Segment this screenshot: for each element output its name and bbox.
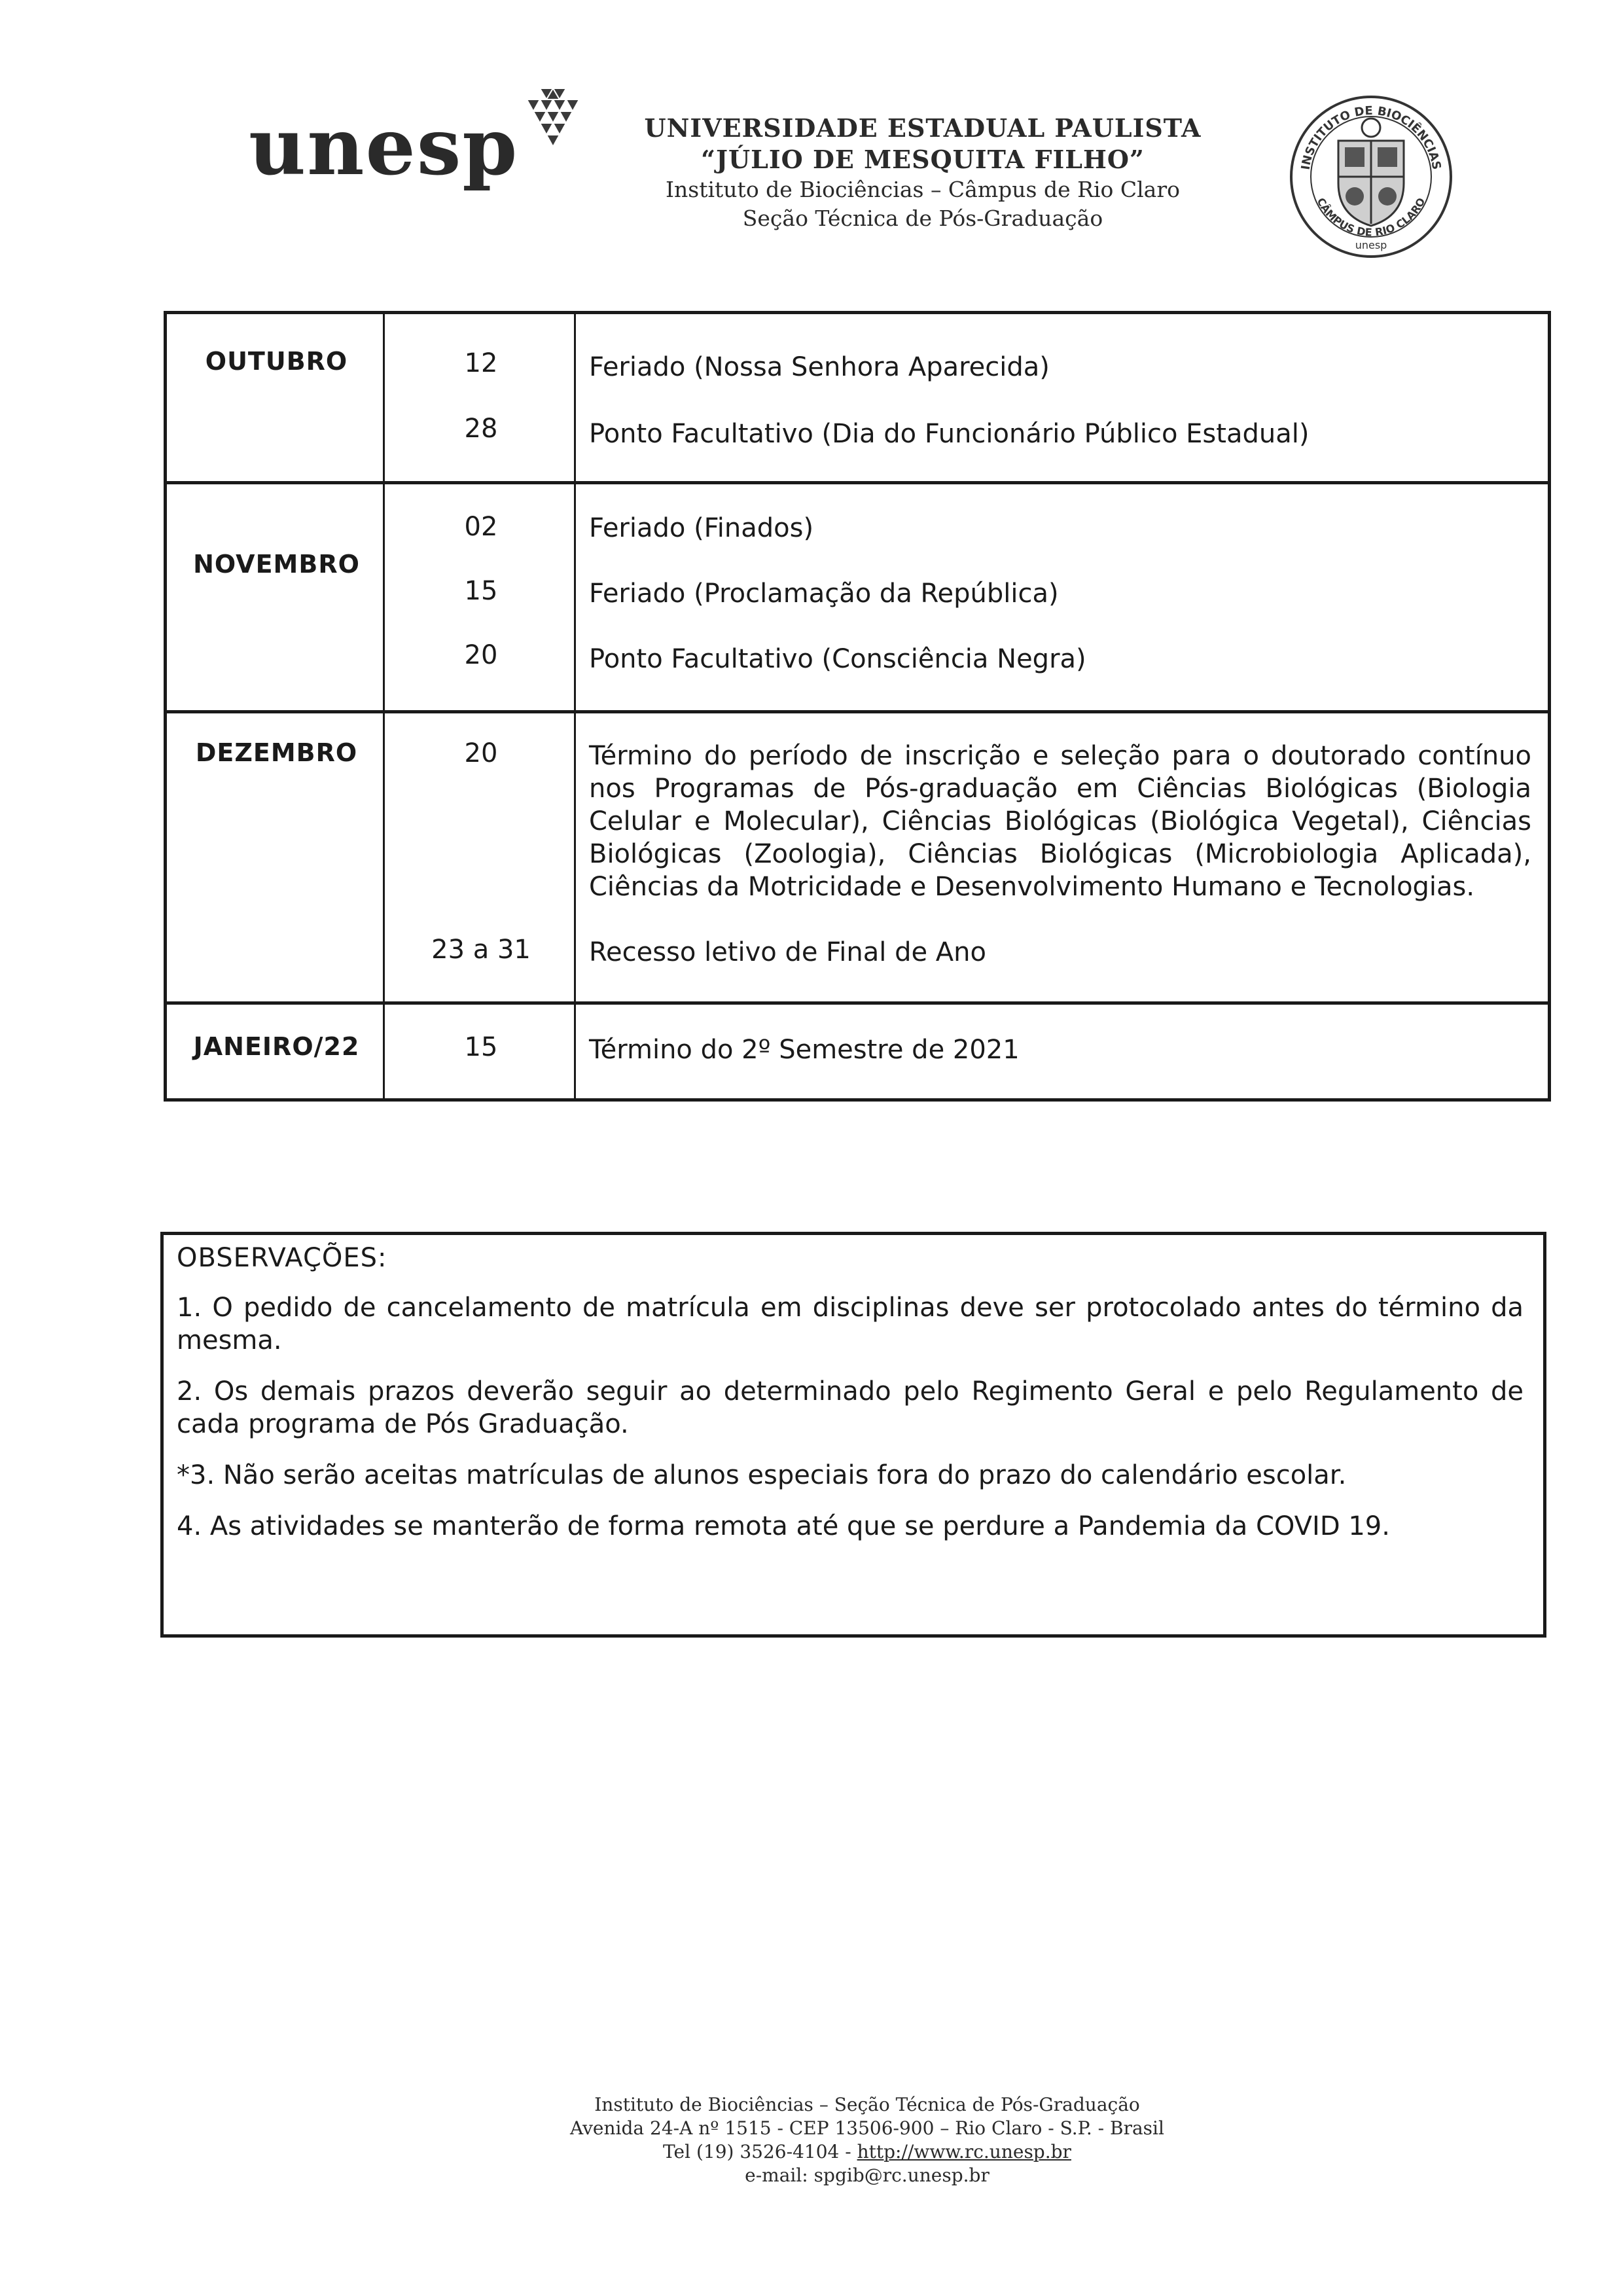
observation-item: 4. As atividades se manterão de forma remota até que se perdure a Pandemia da COVID 19. <box>177 1511 1390 1541</box>
footer-address: Avenida 24-A nº 1515 - CEP 13506-900 – Rio Claro - S.P. - Brasil <box>570 2117 1164 2139</box>
institute-seal-icon <box>1283 85 1459 268</box>
calendar-table <box>164 311 1551 1102</box>
event-description: Término do período de inscrição e seleção para o doutorado contínuo nos Programas de Pós-graduação em Ciências Biológicas (Biologia Celular e Molecular), Ciências Biológicas (Biológica Vegetal), Ciências Biológicas (Zoologia), Ciências Biológicas (Microbiologia Aplicada), Ciências da Motricidade e Desenvolvimento Humano e Tecnologias. <box>589 741 1531 902</box>
footer-institute: Instituto de Biociências – Seção Técnica de Pós-Graduação <box>594 2094 1140 2115</box>
event-day: 12 <box>464 348 498 378</box>
event-day: 28 <box>464 414 498 444</box>
month-label: NOVEMBRO <box>193 550 360 579</box>
event-day: 23 a 31 <box>431 935 531 965</box>
observations-box <box>160 1232 1546 1638</box>
unesp-triangle-logo-icon <box>517 85 589 151</box>
event-description: Término do 2º Semestre de 2021 <box>589 1035 1020 1065</box>
event-description: Ponto Facultativo (Consciência Negra) <box>589 644 1086 674</box>
event-description: Recesso letivo de Final de Ano <box>589 937 986 967</box>
footer-phone: Tel (19) 3526-4104 - <box>663 2141 857 2162</box>
footer-website-link[interactable]: http://www.rc.unesp.br <box>857 2141 1071 2162</box>
observation-item: 2. Os demais prazos deverão seguir ao determinado pelo Regimento Geral e pelo Regulamento de cada programa de Pós Graduação. <box>177 1376 1524 1439</box>
footer-contact <box>484 2140 1250 2164</box>
event-description: Feriado (Finados) <box>589 513 814 543</box>
seal-top-text: INSTITUTO DE BIOCIÊNCIAS <box>1298 103 1444 171</box>
month-label: OUTUBRO <box>205 347 348 376</box>
observations-title: OBSERVAÇÕES: <box>177 1243 387 1273</box>
month-row-novembro <box>167 481 1548 710</box>
observation-item: 1. O pedido de cancelamento de matrícula em disciplinas deve ser protocolado antes do término da mesma. <box>177 1293 1524 1355</box>
event-day: 20 <box>464 640 498 670</box>
institute-name: Instituto de Biociências – Câmpus de Rio Claro <box>666 177 1180 202</box>
unesp-logo-text: unesp <box>249 101 519 193</box>
event-day: 20 <box>464 738 498 768</box>
event-day: 15 <box>464 1032 498 1062</box>
seal-brand-text: unesp <box>1355 239 1387 251</box>
seal-bottom-text: CÂMPUS DE RIO CLARO <box>1314 196 1428 239</box>
university-name: UNIVERSIDADE ESTADUAL PAULISTA <box>644 113 1202 143</box>
month-row-dezembro <box>167 710 1548 1001</box>
event-description: Feriado (Proclamação da República) <box>589 579 1059 609</box>
event-day: 02 <box>464 512 498 542</box>
footer-email: e-mail: spgib@rc.unesp.br <box>745 2164 990 2186</box>
month-row-outubro <box>167 314 1548 481</box>
section-name: Seção Técnica de Pós-Graduação <box>742 206 1103 231</box>
event-description: Ponto Facultativo (Dia do Funcionário Público Estadual) <box>589 419 1310 449</box>
institution-header <box>628 113 1217 233</box>
month-row-janeiro <box>167 1001 1548 1098</box>
month-label: JANEIRO/22 <box>193 1032 360 1061</box>
month-label: DEZEMBRO <box>195 738 358 767</box>
observation-item: *3. Não serão aceitas matrículas de alunos especiais fora do prazo do calendário escolar. <box>177 1460 1347 1490</box>
event-description: Feriado (Nossa Senhora Aparecida) <box>589 352 1050 382</box>
university-subtitle: “JÚLIO DE MESQUITA FILHO” <box>701 145 1145 174</box>
footer <box>484 2093 1250 2187</box>
event-day: 15 <box>464 576 498 606</box>
